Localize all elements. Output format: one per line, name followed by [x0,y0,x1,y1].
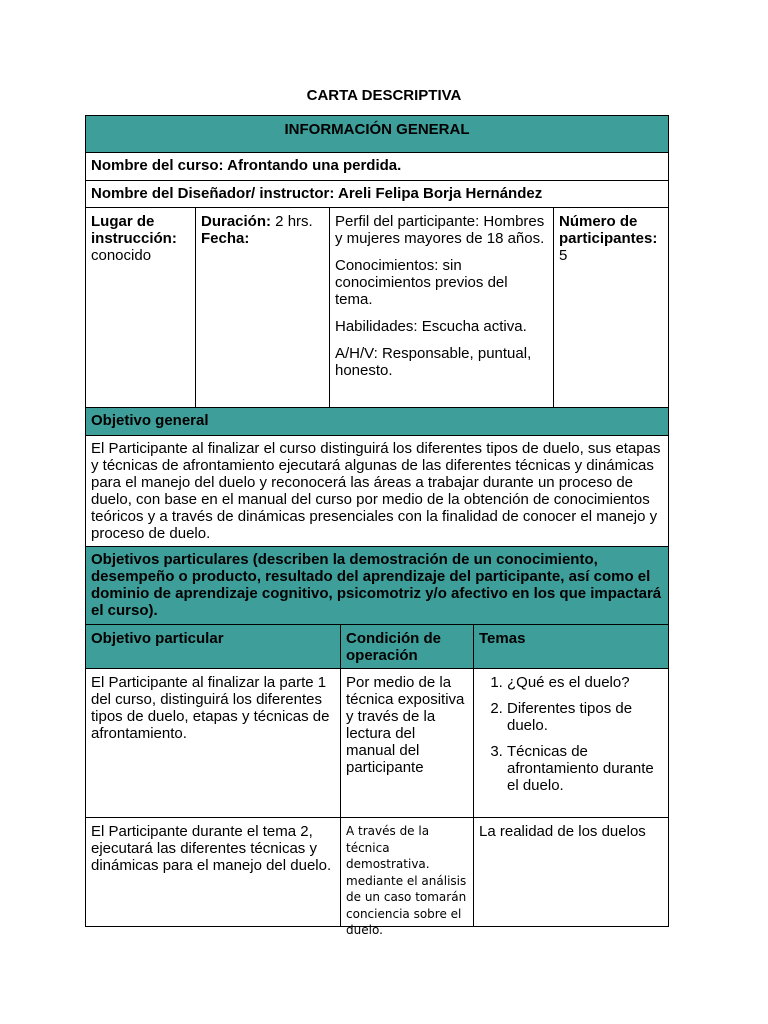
general-info-header: INFORMACIÓN GENERAL [284,121,470,138]
col-objetivo-header: Objetivo particular [91,630,224,647]
objetivos-particulares-header-row [85,547,669,625]
numero-value: 5 [559,247,568,264]
temas-cell [473,669,668,817]
duracion-label: Duración: [201,213,272,230]
duracion-cell [195,208,329,407]
objetivo-general-text: El Participante al finalizar el curso distinguirá los diferentes tipos de duelo, sus etapas y técnicas de afrontamiento ejecutará algunas de las diferentes técnicas y dinámicas para el manejo del duelo y reconocerá las áreas a trabajar durante un proceso de duelo, con base en el manual del curso por medio de la obtención de conocimientos teóricos y a través de dinámicas presenciales con la finalidad de conocer el manejo y proceso de duelo. [91,440,661,542]
perfil-cell [329,208,553,407]
list-item: 2. Diferentes tipos de duelo. [507,700,663,734]
condicion-cell: Por medio de la técnica expositiva y través de la lectura del manual del participante [340,669,473,817]
condicion-cell: A través de la técnica demostrativa. mediante el análisis de un caso tomarán conciencia sobre el duelo. [340,818,473,926]
habilidades-text: Habilidades: Escucha activa. [335,318,527,335]
temas-cell: La realidad de los duelos [473,818,668,926]
table-row [85,818,669,937]
objetivo-general-row [85,436,669,547]
temas-list [479,674,663,794]
objetivo-cell: El Participante al finalizar la parte 1 del curso, distinguirá los diferentes tipos de duelo, etapas y técnicas de afrontamiento. [91,674,330,742]
lugar-label: Lugar de instrucción: [91,213,177,247]
perfil-text: Perfil del participante: Hombres y mujeres mayores de 18 años. [335,213,545,247]
columns-header-row [85,625,669,669]
objetivo-general-header-row [85,408,669,436]
course-name-row [85,153,669,181]
col-condicion-header: Condición de operación [340,625,473,668]
numero-label: Número de participantes: [559,213,658,247]
conocimientos-text: Conocimientos: sin conocimientos previos del tema. [335,257,508,308]
table-row [85,669,669,818]
objetivo-cell: El Participante durante el tema 2, ejecutará las diferentes técnicas y dinámicas para el manejo del duelo. [91,823,332,874]
list-item: 1. ¿Qué es el duelo? [507,674,663,691]
course-name: Nombre del curso: Afrontando una perdida. [91,157,402,174]
general-info-header-row [85,115,669,153]
objetivos-particulares-header: Objetivos particulares (describen la demostración de un conocimiento, desempeño o producto, resultado del aprendizaje del participante, así como el dominio de aprendizaje cognitivo, psicomotriz y/o afectivo en los que impactará el curso). [91,551,662,619]
numero-cell [553,208,668,407]
ahv-text: A/H/V: Responsable, puntual, honesto. [335,345,532,379]
list-item: 3. Técnicas de afrontamiento durante el duelo. [507,743,663,794]
duracion-value: 2 hrs. [271,213,313,230]
descriptive-table [85,115,669,937]
details-row [85,208,669,408]
designer-name: Nombre del Diseñador/ instructor: Areli Felipa Borja Hernández [91,185,543,202]
col-temas-header: Temas [473,625,668,668]
lugar-value: conocido [91,247,152,264]
lugar-cell [86,208,195,407]
objetivo-general-header: Objetivo general [91,412,209,429]
fecha-label: Fecha: [201,230,250,247]
designer-row [85,181,669,208]
document-title: CARTA DESCRIPTIVA [306,87,462,104]
